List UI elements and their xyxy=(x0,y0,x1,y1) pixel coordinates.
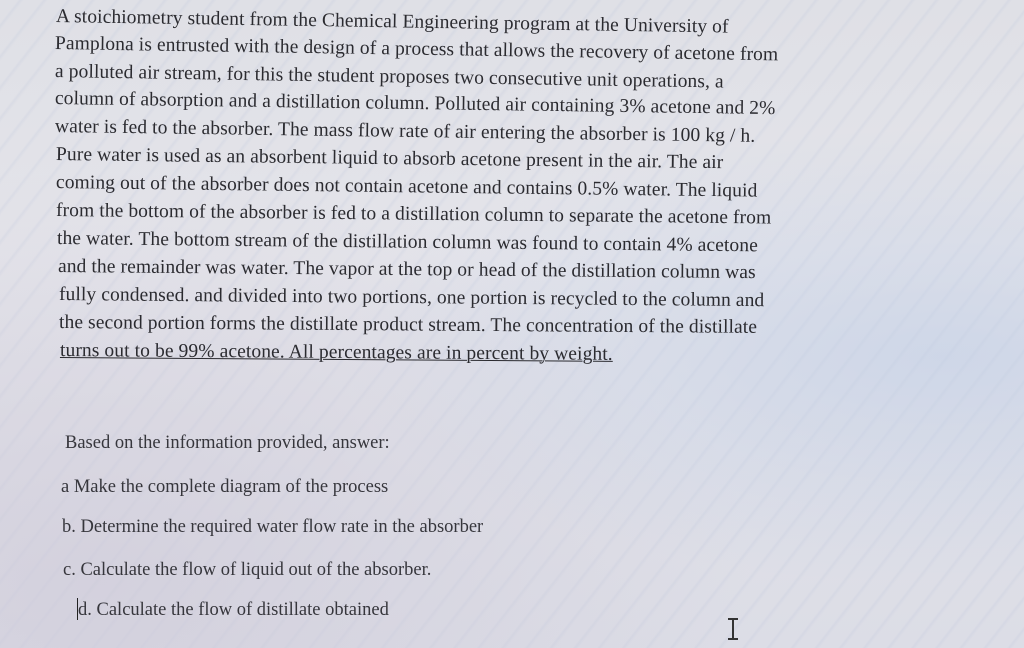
problem-line: column of absorption and a distillation column. Polluted air containing 3% acetone and 2% xyxy=(54,88,776,120)
ibeam-cursor-icon xyxy=(726,617,740,641)
problem-line: Pure water is used as an absorbent liquid to absorb acetone present in the air. The air xyxy=(55,144,724,174)
question-b: b. Determine the required water flow rate in the absorber xyxy=(62,517,484,537)
questions-intro: Based on the information provided, answer: xyxy=(65,433,390,453)
problem-line: and the remainder was water. The vapor at the top or head of the distillation column was xyxy=(57,256,756,284)
problem-line: Pamplona is entrusted with the design of a process that allows the recovery of acetone from xyxy=(54,33,779,66)
problem-line: water is fed to the absorber. The mass flow rate of air entering the absorber is 100 kg / h. xyxy=(54,116,756,147)
problem-line xyxy=(60,341,613,364)
question-c: c. Calculate the flow of liquid out of the absorber. xyxy=(63,560,432,580)
question-d: d. Calculate the flow of distillate obtained xyxy=(78,600,389,620)
problem-line-text: turns out to be 99% acetone. All percentages are in percent by weight. xyxy=(59,340,613,365)
problem-line: coming out of the absorber does not contain acetone and contains 0.5% water. The liquid xyxy=(55,172,758,202)
question-a: a Make the complete diagram of the process xyxy=(61,477,389,497)
problem-line: the second portion forms the distillate product stream. The concentration of the distillate xyxy=(58,312,758,338)
problem-line: fully condensed. and divided into two portions, one portion is recycled to the column and xyxy=(58,284,765,312)
problem-line: A stoichiometry student from the Chemical Engineering program at the University of xyxy=(55,6,729,38)
problem-line: from the bottom of the absorber is fed to a distillation column to separate the acetone from xyxy=(55,200,772,229)
text-caret xyxy=(77,598,78,620)
problem-line: a polluted air stream, for this the student proposes two consecutive unit operations, a xyxy=(54,61,724,93)
problem-line: the water. The bottom stream of the distillation column was found to contain 4% acetone xyxy=(56,228,759,257)
